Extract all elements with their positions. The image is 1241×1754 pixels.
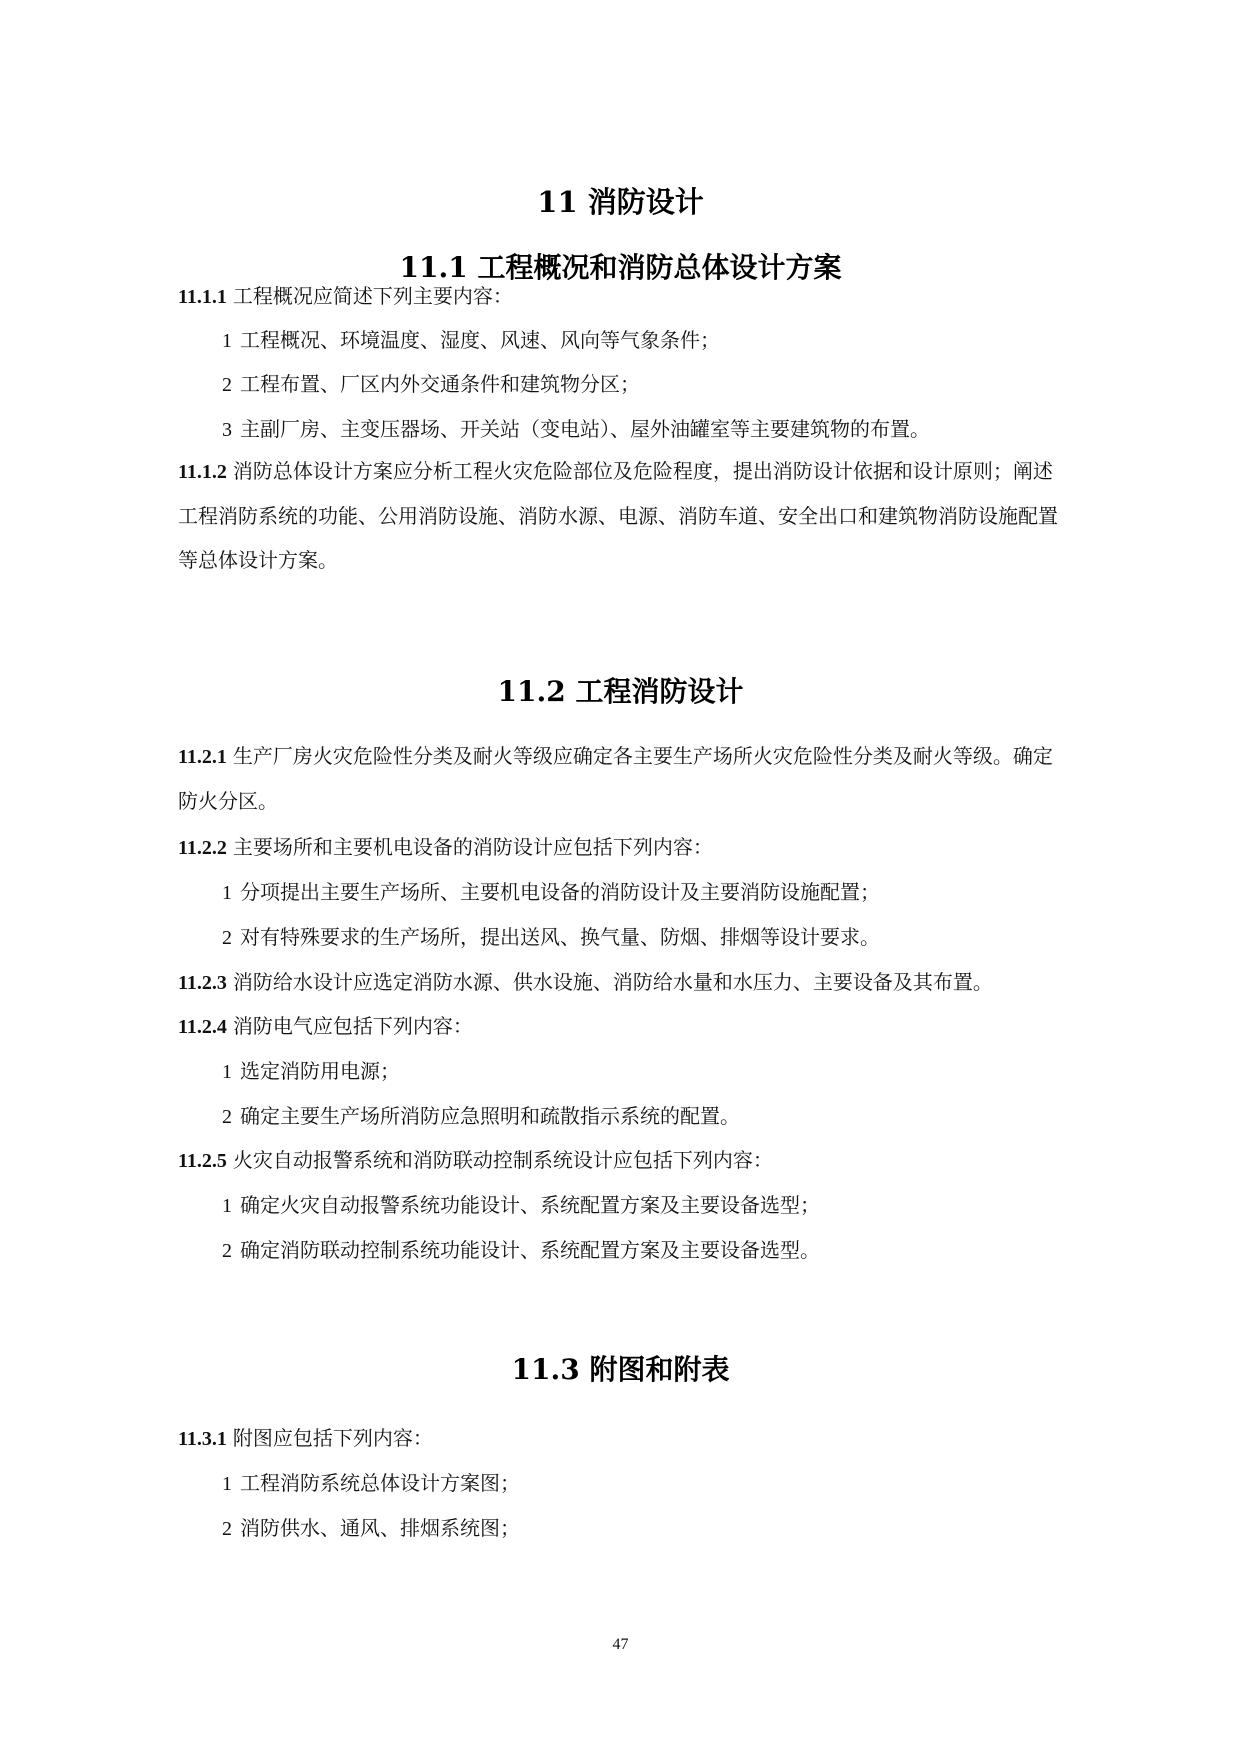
list-item: 1 确定火灾自动报警系统功能设计、系统配置方案及主要设备选型； <box>222 1193 820 1217</box>
section-title-11-1: 11.1 工程概况和消防总体设计方案 <box>399 251 842 284</box>
clause-11-3-1 <box>178 1413 1070 1464</box>
clause-text: 火灾自动报警系统和消防联动控制系统设计应包括下列内容： <box>232 1148 773 1172</box>
clause-number: 11.2.3 <box>178 972 227 994</box>
clause-11-2-5 <box>178 1135 1070 1186</box>
clause-text: 消防总体设计方案应分析工程火灾危险部位及危险程度，提出消防设计依据和设计原则；阐述工程消防系统的功能、公用消防设施、消防水源、电源、消防车道、安全出口和建筑物消防设施配置等总体设计方案。 <box>178 459 1058 572</box>
clause-11-2-1 <box>178 734 1070 823</box>
clause-number: 11.1.2 <box>178 461 227 483</box>
list-item: 2 工程布置、厂区内外交通条件和建筑物分区； <box>222 372 640 396</box>
clause-text: 主要场所和主要机电设备的消防设计应包括下列内容： <box>232 835 713 859</box>
clause-number: 11.2.2 <box>178 837 227 859</box>
list-item: 2 对有特殊要求的生产场所，提出送风、换气量、防烟、排烟等设计要求。 <box>222 925 880 949</box>
clause-number: 11.1.1 <box>178 286 227 308</box>
clause-text: 消防电气应包括下列内容： <box>232 1014 473 1038</box>
clause-number: 11.2.1 <box>178 746 227 768</box>
clause-number: 11.2.5 <box>178 1150 227 1172</box>
clause-11-2-4 <box>178 1001 1070 1052</box>
list-item: 2 消防供水、通风、排烟系统图； <box>222 1516 520 1540</box>
clause-text: 工程概况应简述下列主要内容： <box>232 284 513 308</box>
list-item: 3 主副厂房、主变压器场、开关站（变电站）、屋外油罐室等主要建筑物的布置。 <box>222 417 930 441</box>
clause-number: 11.2.4 <box>178 1016 227 1038</box>
page-number: 47 <box>612 1636 629 1653</box>
clause-text: 消防给水设计应选定消防水源、供水设施、消防给水量和水压力、主要设备及其布置。 <box>232 970 993 994</box>
chapter-title: 11 消防设计 <box>537 185 704 219</box>
list-item: 1 工程概况、环境温度、湿度、风速、风向等气象条件； <box>222 328 720 352</box>
list-item: 2 确定主要生产场所消防应急照明和疏散指示系统的配置。 <box>222 1104 740 1128</box>
list-item: 2 确定消防联动控制系统功能设计、系统配置方案及主要设备选型。 <box>222 1238 820 1262</box>
clause-text: 生产厂房火灾危险性分类及耐火等级应确定各主要生产场所火灾危险性分类及耐火等级。确定防火分区。 <box>178 744 1053 813</box>
clause-11-1-2 <box>178 449 1070 582</box>
list-item: 1 选定消防用电源； <box>222 1059 400 1083</box>
clause-11-2-2 <box>178 822 1070 873</box>
list-item: 1 工程消防系统总体设计方案图； <box>222 1471 520 1495</box>
list-item: 1 分项提出主要生产场所、主要机电设备的消防设计及主要消防设施配置； <box>222 880 880 904</box>
section-title-11-3: 11.3 附图和附表 <box>511 1353 730 1386</box>
clause-text: 附图应包括下列内容： <box>232 1426 433 1450</box>
clause-number: 11.3.1 <box>178 1428 227 1450</box>
section-title-11-2: 11.2 工程消防设计 <box>497 675 744 708</box>
